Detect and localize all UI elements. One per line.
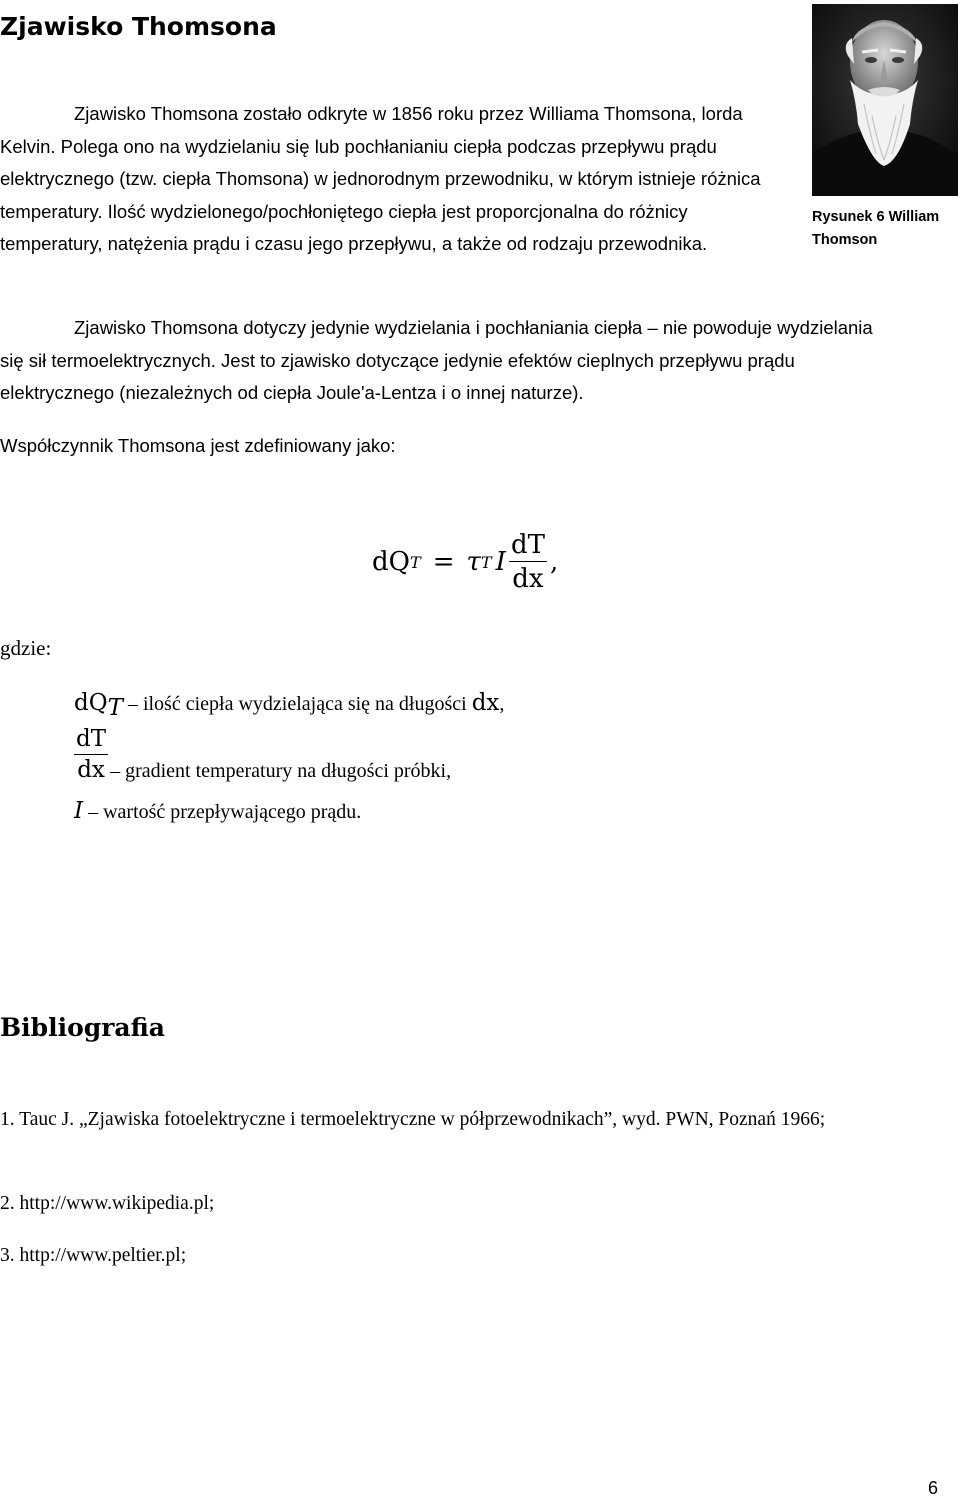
- page-title: Zjawisko Thomsona: [0, 12, 277, 41]
- definition-gradient-fraction: [74, 725, 108, 783]
- bibliography-item-3: 3. http://www.peltier.pl;: [0, 1245, 187, 1266]
- definition-current-symbol: I: [74, 798, 84, 824]
- formula-lhs: dQ: [372, 547, 410, 577]
- intro-text: Zjawisko Thomsona zostało odkryte w 1856 roku przez Williama Thomsona, lorda Kelvin. Polega ono na wydzielaniu się lub pochłanianiu ciepła podczas przepływu prądu elektrycznego (tzw. ciepła Thomsona) w jednorodnym przewodniku, w którym istnieje różnica temperatury. Ilość wydzielonego/pochłoniętego ciepła jest proporcjonalna do różnicy temperatury, natężenia prądu i czasu jego przepływu, a także od rodzaju przewodnika.: [0, 103, 761, 254]
- william-thomson-portrait: [812, 4, 958, 196]
- thomson-formula: [372, 532, 558, 592]
- bibliography-heading: Bibliografia: [0, 1013, 166, 1042]
- figure-caption: Rysunek 6 William Thomson: [812, 209, 940, 248]
- coefficient-intro: Współczynnik Thomsona jest zdefiniowany jako:: [0, 435, 396, 456]
- bibliography-item-2: 2. http://www.wikipedia.pl;: [0, 1193, 215, 1214]
- page-number: 6: [928, 1478, 939, 1498]
- second-text: Zjawisko Thomsona dotyczy jedynie wydzielania i pochłaniania ciepła – nie powoduje wydzielania się sił termoelektrycznych. Jest to zjawisko dotyczące jedynie efektów cieplnych przepływu prądu elektrycznego (niezależnych od ciepła Joule'a-Lentza i o innej naturze).: [0, 317, 873, 403]
- definition-gradient: [74, 726, 451, 783]
- definition-heat-tail: dx: [471, 690, 500, 716]
- definition-heat: [74, 690, 504, 721]
- formula-fraction: [509, 532, 547, 592]
- formula-equals: =: [432, 547, 455, 577]
- formula-lhs-sub: T: [409, 552, 421, 572]
- definition-heat-text: – ilość ciepła wydzielająca się na długości: [127, 693, 467, 715]
- formula-current: I: [495, 547, 506, 577]
- intro-paragraph: [0, 98, 790, 261]
- definition-current: [74, 798, 361, 824]
- formula-trailing-comma: ,: [549, 547, 559, 577]
- definition-heat-symbol: dQ: [74, 690, 108, 716]
- definition-gradient-text: – gradient temperatury na długości próbki,: [110, 760, 452, 782]
- definition-heat-tail-end: ,: [499, 693, 505, 715]
- definition-current-text: – wartość przepływającego prądu.: [88, 801, 362, 823]
- definition-heat-symbol-sub: T: [107, 695, 123, 721]
- where-label: gdzie:: [0, 636, 52, 660]
- bibliography-item-1: 1. Tauc J. „Zjawiska fotoelektryczne i termoelektryczne w półprzewodnikach”, wyd. PWN, Poznań 1966;: [0, 1109, 826, 1130]
- portrait-image: [812, 4, 958, 196]
- second-paragraph: [0, 312, 880, 410]
- formula-tau: τ: [466, 547, 481, 577]
- formula-numerator: dT: [510, 530, 545, 560]
- formula-denominator: dx: [512, 564, 544, 594]
- definition-gradient-numerator: dT: [74, 728, 108, 755]
- formula-tau-sub: T: [480, 552, 492, 572]
- definition-gradient-denominator: dx: [77, 756, 105, 783]
